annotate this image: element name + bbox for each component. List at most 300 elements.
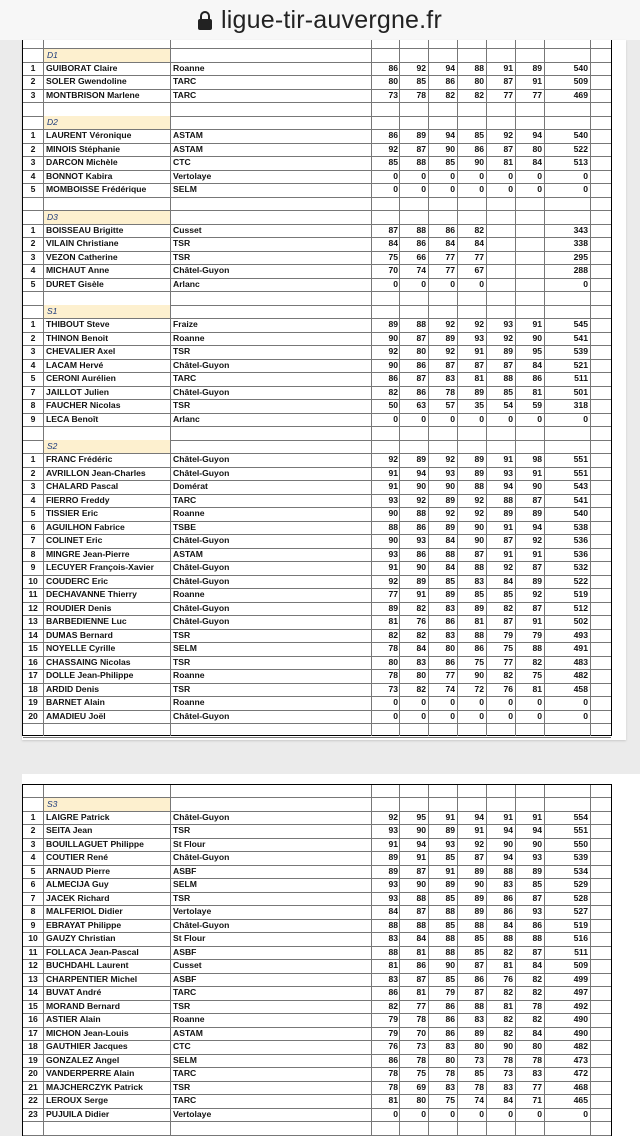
series-score: 89 xyxy=(445,825,455,835)
series-score: 85 xyxy=(445,973,455,984)
table-row xyxy=(23,629,611,643)
series-score: 89 xyxy=(474,386,484,397)
series-score: 80 xyxy=(388,76,398,86)
series-score: 0 xyxy=(393,1108,398,1119)
series-score: 92 xyxy=(474,494,484,505)
rank-cell: 4 xyxy=(30,359,36,370)
series-score: 90 xyxy=(416,825,426,835)
rank-cell: 9 xyxy=(30,919,36,930)
series-score: 80 xyxy=(388,656,398,667)
table-row xyxy=(23,642,611,656)
series-score: 84 xyxy=(388,238,398,248)
total-score: 0 xyxy=(583,413,588,424)
series-score xyxy=(487,251,515,265)
series-score: 82 xyxy=(503,670,513,680)
rank-cell: 10 xyxy=(28,933,38,943)
series-score xyxy=(487,237,515,251)
series-score: 78 xyxy=(416,1014,426,1024)
series-score: 0 xyxy=(479,710,484,721)
series-score: 94 xyxy=(503,481,513,491)
series-score: 92 xyxy=(388,454,398,464)
series-score: 78 xyxy=(416,1054,426,1065)
column-divider xyxy=(371,785,372,1136)
series-score: 94 xyxy=(474,811,484,822)
table-row xyxy=(23,1081,611,1095)
series-score: 86 xyxy=(416,359,426,370)
series-score: 91 xyxy=(532,319,542,329)
club-name: ASTAM xyxy=(173,548,203,559)
series-score: 89 xyxy=(388,865,398,876)
shooter-name: MICHAUT Anne xyxy=(46,265,110,275)
shooter-name: BOISSEAU Brigitte xyxy=(46,224,124,235)
club-name: Cusset xyxy=(173,960,202,970)
table-row xyxy=(23,959,611,973)
total-score: 540 xyxy=(573,130,588,140)
rank-cell: 18 xyxy=(28,683,38,694)
series-score: 35 xyxy=(474,400,484,410)
table-row xyxy=(23,318,611,332)
shooter-name: FAUCHER Nicolas xyxy=(46,400,121,410)
series-score: 90 xyxy=(388,359,398,370)
rank-cell: 9 xyxy=(30,562,36,572)
series-score: 84 xyxy=(532,359,542,370)
series-score: 95 xyxy=(532,346,542,356)
series-score: 84 xyxy=(445,238,455,248)
series-score: 78 xyxy=(445,386,455,397)
series-score: 0 xyxy=(479,170,484,181)
series-score: 81 xyxy=(474,616,484,626)
rank-cell: 1 xyxy=(30,319,36,329)
table-row xyxy=(23,264,611,278)
series-score: 81 xyxy=(416,987,426,997)
table-row xyxy=(23,467,611,481)
shooter-name: DECHAVANNE Thierry xyxy=(46,589,137,599)
rank-cell: 18 xyxy=(28,1041,38,1051)
series-score: 0 xyxy=(479,278,484,289)
series-score: 0 xyxy=(508,697,513,707)
series-score: 89 xyxy=(532,62,542,73)
rank-cell: 12 xyxy=(28,960,38,970)
series-score: 85 xyxy=(445,575,455,586)
series-score: 88 xyxy=(388,919,398,930)
series-score: 83 xyxy=(474,575,484,586)
table-row xyxy=(23,602,611,616)
series-score: 83 xyxy=(445,602,455,613)
series-score: 91 xyxy=(503,454,513,464)
series-score: 89 xyxy=(532,575,542,586)
series-score: 93 xyxy=(474,332,484,343)
series-score: 0 xyxy=(508,1108,513,1119)
series-score: 71 xyxy=(532,1095,542,1105)
series-score: 91 xyxy=(532,616,542,626)
series-score: 89 xyxy=(474,467,484,478)
club-name: Châtel-Guyon xyxy=(173,602,230,613)
series-score: 87 xyxy=(532,562,542,572)
table-row xyxy=(23,1013,611,1027)
series-score: 88 xyxy=(532,643,542,653)
series-score: 86 xyxy=(474,143,484,154)
shooter-name: MONTBRISON Marlene xyxy=(46,89,140,100)
series-score: 89 xyxy=(532,865,542,876)
club-name: CTC xyxy=(173,1041,191,1051)
total-score: 492 xyxy=(573,1000,588,1011)
series-score: 87 xyxy=(474,987,484,997)
table-row xyxy=(23,710,611,724)
results-page-1 xyxy=(22,40,626,740)
series-score: 84 xyxy=(503,919,513,930)
series-score: 90 xyxy=(445,481,455,491)
club-name: TARC xyxy=(173,89,197,100)
series-score: 92 xyxy=(503,130,513,140)
club-name: Châtel-Guyon xyxy=(173,852,230,862)
series-score: 84 xyxy=(388,906,398,916)
series-score: 93 xyxy=(445,838,455,849)
series-score: 85 xyxy=(445,919,455,930)
club-name: SELM xyxy=(173,1054,197,1065)
column-divider xyxy=(486,785,487,1136)
series-score: 92 xyxy=(445,454,455,464)
series-score: 77 xyxy=(416,1000,426,1011)
series-score: 88 xyxy=(416,157,426,167)
series-score: 94 xyxy=(532,130,542,140)
rank-cell: 2 xyxy=(30,143,36,154)
series-score: 80 xyxy=(445,643,455,653)
series-score: 85 xyxy=(474,933,484,943)
table-row xyxy=(23,170,611,184)
rank-cell: 7 xyxy=(30,535,36,545)
total-score: 465 xyxy=(573,1095,588,1105)
total-score: 538 xyxy=(573,521,588,532)
series-score: 90 xyxy=(474,535,484,545)
series-score: 86 xyxy=(388,373,398,383)
category-title: D1 xyxy=(44,49,170,62)
series-score: 90 xyxy=(503,838,513,849)
series-score: 85 xyxy=(503,589,513,599)
series-score: 92 xyxy=(416,62,426,73)
series-score: 87 xyxy=(416,906,426,916)
series-score: 81 xyxy=(474,373,484,383)
total-score: 519 xyxy=(573,589,588,599)
rank-cell: 5 xyxy=(30,508,36,518)
rank-cell: 8 xyxy=(30,400,36,410)
series-score: 0 xyxy=(393,184,398,194)
shooter-name: TISSIER Eric xyxy=(46,508,99,518)
column-divider xyxy=(457,40,458,736)
club-name: SELM xyxy=(173,184,197,194)
club-name: ASBF xyxy=(173,946,197,957)
rank-cell: 9 xyxy=(30,413,36,424)
rank-cell: 20 xyxy=(28,710,38,721)
total-score: 522 xyxy=(573,575,588,586)
total-score: 551 xyxy=(573,825,588,835)
total-score: 0 xyxy=(583,170,588,181)
shooter-name: EBRAYAT Philippe xyxy=(46,919,122,930)
column-divider xyxy=(43,40,44,736)
series-score: 84 xyxy=(532,157,542,167)
series-score: 91 xyxy=(532,76,542,86)
series-score: 75 xyxy=(503,643,513,653)
table-row xyxy=(23,811,611,825)
shooter-name: ARDID Denis xyxy=(46,683,100,694)
series-score: 88 xyxy=(416,224,426,235)
series-score: 0 xyxy=(537,697,542,707)
series-score: 83 xyxy=(445,1041,455,1051)
series-score: 89 xyxy=(474,602,484,613)
series-score: 87 xyxy=(532,602,542,613)
series-score: 81 xyxy=(503,157,513,167)
series-score: 90 xyxy=(474,157,484,167)
total-score: 541 xyxy=(573,332,588,343)
series-score: 77 xyxy=(532,1081,542,1092)
series-score: 88 xyxy=(474,62,484,73)
series-score: 88 xyxy=(474,919,484,930)
series-score: 77 xyxy=(532,89,542,100)
table-row xyxy=(23,878,611,892)
series-score: 92 xyxy=(503,332,513,343)
series-score: 93 xyxy=(388,494,398,505)
shooter-name: LAIGRE Patrick xyxy=(46,811,110,822)
series-score: 87 xyxy=(503,616,513,626)
series-score: 90 xyxy=(474,670,484,680)
rank-cell: 19 xyxy=(28,697,38,707)
series-score: 84 xyxy=(445,535,455,545)
series-score: 81 xyxy=(388,960,398,970)
series-score xyxy=(487,224,515,238)
series-score: 92 xyxy=(503,562,513,572)
series-score: 91 xyxy=(503,811,513,822)
club-name: ASTAM xyxy=(173,143,203,154)
club-name: TSR xyxy=(173,629,191,640)
shooter-name: FIERRO Freddy xyxy=(46,494,110,505)
category-title: S2 xyxy=(44,440,170,453)
shooter-name: ROUDIER Denis xyxy=(46,602,112,613)
row-divider xyxy=(23,1121,611,1122)
table-row xyxy=(23,129,611,143)
club-name: Châtel-Guyon xyxy=(173,359,230,370)
series-score: 90 xyxy=(474,521,484,532)
series-score: 94 xyxy=(416,838,426,849)
series-score: 88 xyxy=(503,865,513,876)
series-score: 92 xyxy=(445,508,455,518)
series-score: 94 xyxy=(445,130,455,140)
series-score: 0 xyxy=(450,697,455,707)
shooter-name: ARNAUD Pierre xyxy=(46,865,110,876)
series-score: 80 xyxy=(445,1054,455,1065)
table-row xyxy=(23,345,611,359)
series-score: 83 xyxy=(503,1081,513,1092)
series-score: 94 xyxy=(445,62,455,73)
shooter-name: GONZALEZ Angel xyxy=(46,1054,120,1065)
series-score: 92 xyxy=(388,575,398,586)
series-score: 0 xyxy=(421,710,426,721)
series-score: 86 xyxy=(503,892,513,903)
series-score: 92 xyxy=(532,535,542,545)
series-score: 93 xyxy=(416,535,426,545)
series-score: 85 xyxy=(445,852,455,862)
rank-cell: 3 xyxy=(30,157,36,167)
club-name: TSR xyxy=(173,1000,191,1011)
column-divider xyxy=(428,40,429,736)
series-score: 81 xyxy=(503,960,513,970)
series-score: 87 xyxy=(503,76,513,86)
total-score: 482 xyxy=(573,1041,588,1051)
series-score: 88 xyxy=(503,373,513,383)
total-score: 502 xyxy=(573,616,588,626)
series-score: 85 xyxy=(503,386,513,397)
table-row xyxy=(23,359,611,373)
column-divider xyxy=(170,40,171,736)
series-score: 83 xyxy=(388,933,398,943)
series-score: 91 xyxy=(416,589,426,599)
series-score: 84 xyxy=(416,933,426,943)
series-score: 78 xyxy=(388,643,398,653)
series-score: 91 xyxy=(474,825,484,835)
results-table-1 xyxy=(22,40,612,736)
total-score: 512 xyxy=(573,602,588,613)
series-score: 83 xyxy=(445,373,455,383)
series-score: 86 xyxy=(416,521,426,532)
table-row xyxy=(23,548,611,562)
rank-cell: 14 xyxy=(28,629,38,640)
series-score: 94 xyxy=(532,521,542,532)
series-score: 90 xyxy=(388,508,398,518)
series-score: 0 xyxy=(393,278,398,289)
rank-cell: 1 xyxy=(30,130,36,140)
total-score: 528 xyxy=(573,892,588,903)
series-score: 88 xyxy=(474,562,484,572)
series-score: 91 xyxy=(388,467,398,478)
shooter-name: CHEVALIER Axel xyxy=(46,346,116,356)
shooter-name: SEITA Jean xyxy=(46,825,93,835)
column-divider xyxy=(399,785,400,1136)
table-row xyxy=(23,1108,611,1122)
series-score: 76 xyxy=(503,683,513,694)
total-score: 545 xyxy=(573,319,588,329)
series-score: 0 xyxy=(421,278,426,289)
series-score: 75 xyxy=(445,1095,455,1105)
column-divider xyxy=(544,40,545,736)
shooter-name: ALMECIJA Guy xyxy=(46,879,109,889)
shooter-name: AVRILLON Jean-Charles xyxy=(46,467,146,478)
series-score: 92 xyxy=(388,811,398,822)
series-score: 87 xyxy=(416,143,426,154)
series-score: 0 xyxy=(537,170,542,181)
table-row xyxy=(23,183,611,197)
series-score: 93 xyxy=(532,852,542,862)
series-score: 0 xyxy=(508,413,513,424)
series-score: 83 xyxy=(503,879,513,889)
url-text: ligue-tir-auvergne.fr xyxy=(221,5,442,34)
series-score: 69 xyxy=(416,1081,426,1092)
series-score: 87 xyxy=(503,143,513,154)
rank-cell: 10 xyxy=(28,575,38,586)
address-bar[interactable] xyxy=(0,0,640,40)
series-score: 87 xyxy=(416,865,426,876)
series-score: 75 xyxy=(416,1068,426,1078)
series-score: 88 xyxy=(474,629,484,640)
total-score: 509 xyxy=(573,76,588,86)
series-score: 89 xyxy=(474,454,484,464)
series-score: 87 xyxy=(474,548,484,559)
table-row xyxy=(23,892,611,906)
rank-cell: 8 xyxy=(30,906,36,916)
series-score: 0 xyxy=(393,710,398,721)
shooter-name: COUDERC Eric xyxy=(46,575,109,586)
club-name: TSR xyxy=(173,1081,191,1092)
series-score: 89 xyxy=(445,494,455,505)
shooter-name: NOYELLE Cyrille xyxy=(46,643,116,653)
series-score: 90 xyxy=(532,481,542,491)
series-score: 78 xyxy=(532,1054,542,1065)
series-score: 88 xyxy=(416,919,426,930)
club-name: Châtel-Guyon xyxy=(173,265,230,275)
series-score xyxy=(487,264,515,278)
series-score: 91 xyxy=(532,548,542,559)
series-score: 79 xyxy=(532,629,542,640)
series-score: 80 xyxy=(416,346,426,356)
series-score: 92 xyxy=(474,508,484,518)
total-score: 529 xyxy=(573,879,588,889)
table-row xyxy=(23,1040,611,1054)
club-name: TARC xyxy=(173,1095,197,1105)
series-score xyxy=(516,237,544,251)
series-score: 93 xyxy=(388,892,398,903)
total-score: 0 xyxy=(583,278,588,289)
shooter-name: MOMBOISSE Frédérique xyxy=(46,184,147,194)
table-row xyxy=(23,453,611,467)
club-name: Châtel-Guyon xyxy=(173,562,230,572)
series-score: 87 xyxy=(416,332,426,343)
table-row xyxy=(23,224,611,238)
shooter-name: BARNET Alain xyxy=(46,697,105,707)
series-score: 91 xyxy=(416,852,426,862)
series-score: 88 xyxy=(416,892,426,903)
series-score: 76 xyxy=(388,1041,398,1051)
rank-cell: 19 xyxy=(28,1054,38,1065)
club-name: Châtel-Guyon xyxy=(173,616,230,626)
series-score: 88 xyxy=(474,1000,484,1011)
column-divider xyxy=(371,40,372,736)
series-score: 73 xyxy=(503,1068,513,1078)
series-score: 90 xyxy=(416,562,426,572)
column-divider xyxy=(515,40,516,736)
table-row xyxy=(23,413,611,427)
series-score: 81 xyxy=(532,386,542,397)
table-row xyxy=(23,683,611,697)
series-score: 93 xyxy=(388,825,398,835)
club-name: Châtel-Guyon xyxy=(173,919,230,930)
table-row xyxy=(23,851,611,865)
series-score: 78 xyxy=(532,1000,542,1011)
series-score: 66 xyxy=(416,251,426,262)
series-score: 86 xyxy=(445,656,455,667)
total-score: 541 xyxy=(573,494,588,505)
rank-cell: 1 xyxy=(30,454,36,464)
series-score: 98 xyxy=(532,454,542,464)
series-score: 94 xyxy=(532,825,542,835)
series-score: 93 xyxy=(388,879,398,889)
series-score: 85 xyxy=(388,157,398,167)
series-score: 86 xyxy=(388,987,398,997)
series-score: 73 xyxy=(474,1054,484,1065)
series-score: 86 xyxy=(445,224,455,235)
series-score: 85 xyxy=(474,589,484,599)
series-score: 82 xyxy=(388,1000,398,1011)
series-score: 78 xyxy=(503,1054,513,1065)
total-score: 469 xyxy=(573,89,588,100)
total-score: 536 xyxy=(573,548,588,559)
series-score: 90 xyxy=(532,332,542,343)
